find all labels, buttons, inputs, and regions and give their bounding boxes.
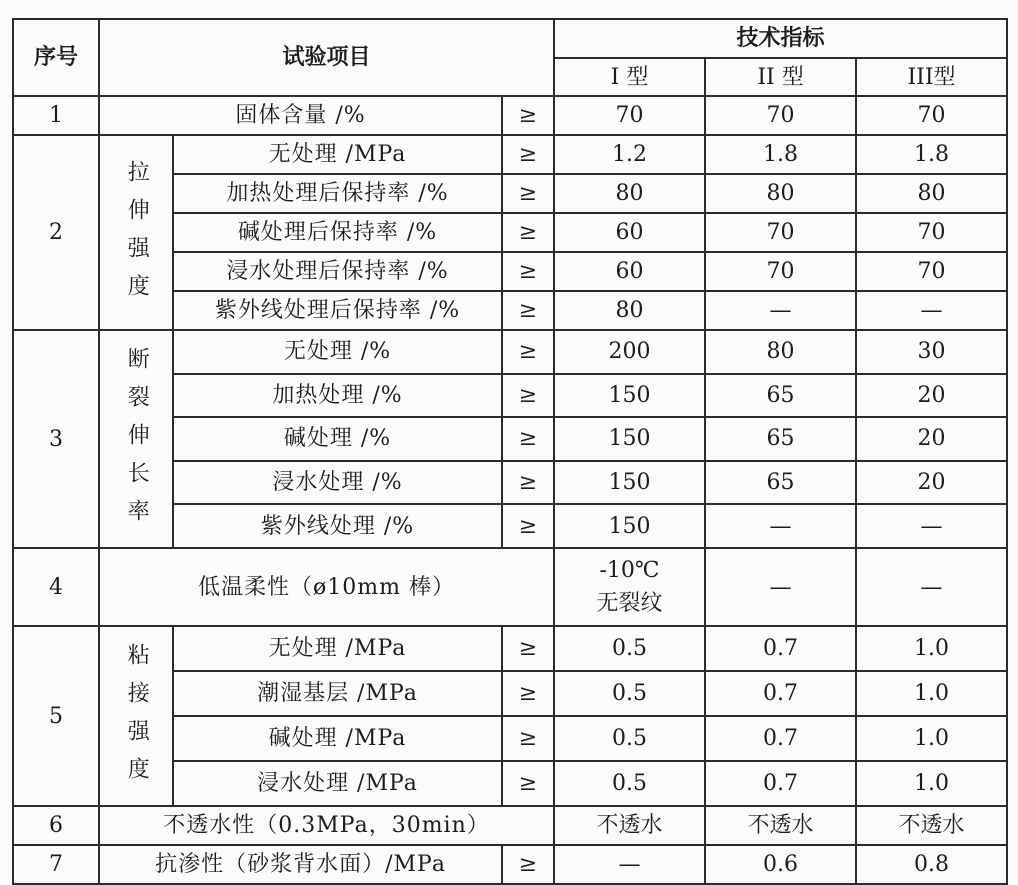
row-number: 1	[13, 96, 99, 135]
value-type-ii: 70	[705, 252, 856, 291]
value-type-ii: 65	[705, 417, 856, 461]
value-type-iii: 0.8	[856, 845, 1007, 884]
row-number: 5	[13, 626, 99, 806]
table-row	[13, 626, 1007, 671]
value-type-ii: 65	[705, 374, 856, 418]
row-number: 2	[13, 135, 99, 330]
test-item-label: 加热处理 /%	[173, 374, 502, 418]
greater-equal-symbol: ≥	[502, 135, 554, 174]
value-type-i: 60	[554, 252, 705, 291]
row-number: 4	[13, 548, 99, 626]
test-item-label: 浸水处理 /MPa	[173, 761, 502, 806]
test-item-label: 无处理 /MPa	[173, 135, 502, 174]
test-item-label: 无处理 /%	[173, 330, 502, 374]
test-item-label: 紫外线处理 /%	[173, 504, 502, 548]
value-type-iii: —	[856, 504, 1007, 548]
value-type-iii: 1.0	[856, 671, 1007, 716]
test-item-label: 浸水处理 /%	[173, 461, 502, 505]
value-type-ii: 0.7	[705, 761, 856, 806]
technical-spec-table	[12, 18, 1008, 885]
value-type-iii: 70	[856, 252, 1007, 291]
value-type-iii: —	[856, 548, 1007, 626]
group-label-text: 断裂伸长率	[124, 347, 150, 537]
test-item-label: 加热处理后保持率 /%	[173, 174, 502, 213]
greater-equal-symbol: ≥	[502, 671, 554, 716]
value-type-iii: 20	[856, 417, 1007, 461]
value-type-ii: 0.7	[705, 671, 856, 716]
value-type-iii: 20	[856, 374, 1007, 418]
value-type-i: 1.2	[554, 135, 705, 174]
value-type-i: 70	[554, 96, 705, 135]
table-row	[13, 845, 1007, 884]
value-type-iii: 70	[856, 213, 1007, 252]
value-type-iii: —	[856, 291, 1007, 330]
value-type-iii: 30	[856, 330, 1007, 374]
value-type-ii: 0.7	[705, 716, 856, 761]
value-type-i: 80	[554, 291, 705, 330]
group-label	[99, 135, 173, 330]
value-type-iii: 1.0	[856, 761, 1007, 806]
value-type-ii: 0.6	[705, 845, 856, 884]
value-type-iii: 80	[856, 174, 1007, 213]
greater-equal-symbol: ≥	[502, 417, 554, 461]
table-row	[13, 806, 1007, 845]
group-label	[99, 626, 173, 806]
greater-equal-symbol: ≥	[502, 716, 554, 761]
value-type-iii: 70	[856, 96, 1007, 135]
group-label	[99, 330, 173, 548]
value-type-i: 80	[554, 174, 705, 213]
test-item-label: 不透水性（0.3MPa，30min）	[99, 806, 554, 845]
header-technical-spec: 技术指标	[554, 19, 1007, 58]
value-type-i: 150	[554, 461, 705, 505]
test-item-label: 无处理 /MPa	[173, 626, 502, 671]
value-type-i: 150	[554, 504, 705, 548]
value-type-ii: —	[705, 504, 856, 548]
value-type-i: 60	[554, 213, 705, 252]
value-type-ii: 1.8	[705, 135, 856, 174]
table-row	[13, 330, 1007, 374]
test-item-label: 浸水处理后保持率 /%	[173, 252, 502, 291]
greater-equal-symbol: ≥	[502, 504, 554, 548]
header-test-item: 试验项目	[99, 19, 554, 96]
value-type-i: 0.5	[554, 716, 705, 761]
test-item-label: 紫外线处理后保持率 /%	[173, 291, 502, 330]
value-type-ii: —	[705, 548, 856, 626]
greater-equal-symbol: ≥	[502, 330, 554, 374]
greater-equal-symbol: ≥	[502, 626, 554, 671]
header-type-i: I 型	[554, 58, 705, 96]
test-item-label: 抗渗性（砂浆背水面）/MPa	[99, 845, 502, 884]
test-item-label: 碱处理 /MPa	[173, 716, 502, 761]
table-body	[13, 96, 1007, 884]
test-item-label: 固体含量 /%	[99, 96, 502, 135]
value-type-iii: 1.0	[856, 626, 1007, 671]
row-number: 7	[13, 845, 99, 884]
table-row	[13, 548, 1007, 626]
value-type-i: 150	[554, 374, 705, 418]
test-item-label: 低温柔性（ø10mm 棒）	[99, 548, 554, 626]
header-type-iii: III型	[856, 58, 1007, 96]
value-type-ii: —	[705, 291, 856, 330]
value-type-i: 150	[554, 417, 705, 461]
value-type-ii: 70	[705, 213, 856, 252]
row-number: 6	[13, 806, 99, 845]
value-type-iii: 不透水	[856, 806, 1007, 845]
value-type-i: —	[554, 845, 705, 884]
greater-equal-symbol: ≥	[502, 461, 554, 505]
test-item-label: 碱处理后保持率 /%	[173, 213, 502, 252]
table-row	[13, 135, 1007, 174]
value-type-i: 0.5	[554, 626, 705, 671]
greater-equal-symbol: ≥	[502, 213, 554, 252]
test-item-label: 碱处理 /%	[173, 417, 502, 461]
header-index: 序号	[13, 19, 99, 96]
greater-equal-symbol: ≥	[502, 845, 554, 884]
value-type-ii: 80	[705, 330, 856, 374]
row-number: 3	[13, 330, 99, 548]
value-type-i: 0.5	[554, 761, 705, 806]
group-label-text: 粘接强度	[124, 643, 150, 795]
value-type-ii: 70	[705, 96, 856, 135]
greater-equal-symbol: ≥	[502, 374, 554, 418]
greater-equal-symbol: ≥	[502, 252, 554, 291]
greater-equal-symbol: ≥	[502, 174, 554, 213]
value-type-iii: 1.0	[856, 716, 1007, 761]
header-row	[13, 19, 1007, 58]
value-type-iii: 20	[856, 461, 1007, 505]
test-item-label: 潮湿基层 /MPa	[173, 671, 502, 716]
greater-equal-symbol: ≥	[502, 291, 554, 330]
table-row	[13, 96, 1007, 135]
greater-equal-symbol: ≥	[502, 96, 554, 135]
value-type-ii: 65	[705, 461, 856, 505]
value-type-i: 200	[554, 330, 705, 374]
table-header	[13, 19, 1007, 96]
value-type-i: 0.5	[554, 671, 705, 716]
greater-equal-symbol: ≥	[502, 761, 554, 806]
value-type-i: -10℃ 无裂纹	[554, 548, 705, 626]
group-label-text: 拉伸强度	[124, 159, 150, 312]
value-type-ii: 不透水	[705, 806, 856, 845]
value-type-i: 不透水	[554, 806, 705, 845]
value-type-ii: 0.7	[705, 626, 856, 671]
value-type-ii: 80	[705, 174, 856, 213]
header-type-ii: II 型	[705, 58, 856, 96]
value-type-iii: 1.8	[856, 135, 1007, 174]
